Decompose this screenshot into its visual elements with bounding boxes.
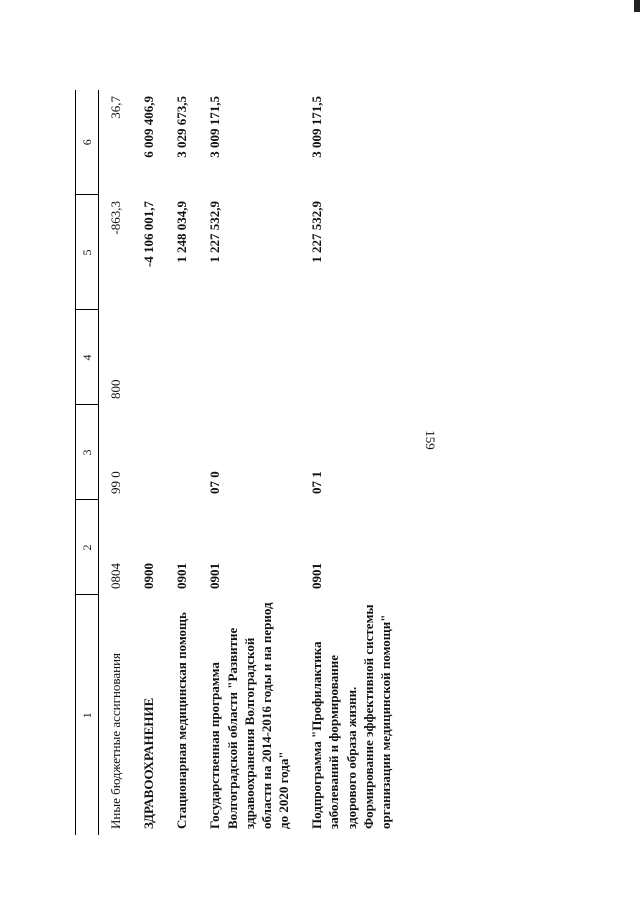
- page-number: 159: [423, 430, 438, 450]
- row-program-code: [165, 405, 198, 500]
- col-header-5: 5: [76, 195, 99, 310]
- col-header-4: 4: [76, 310, 99, 405]
- row-total-amount: 3 009 171,5: [309, 96, 325, 158]
- row-expense-type: [165, 310, 198, 405]
- col-header-3: 3: [76, 405, 99, 500]
- row-section-code: 0901: [207, 563, 223, 589]
- budget-table: [75, 90, 402, 835]
- row-section-code: 0900: [141, 563, 157, 589]
- col-header-6: 6: [76, 90, 99, 195]
- table-row: [198, 90, 300, 835]
- row-name: Государственная программа Волгоградской области "Развитие здравоохранения Волгоградской области на 2014-2016 годы и на период до 2020 года": [207, 602, 292, 829]
- row-total-amount: 6 009 406,9: [141, 96, 157, 158]
- row-name: Подпрограмма "Профилактика заболеваний и формирование здорового образа жизни. Формирование эффективной системы организации медицинской помощи": [309, 604, 393, 829]
- row-change-amount: 1 227 532,9: [207, 201, 223, 263]
- table-row: [99, 90, 133, 835]
- row-section-code: 0901: [309, 563, 325, 589]
- row-program-code: 07 0: [207, 471, 223, 494]
- row-name: Стационарная медицинская помощь: [174, 612, 190, 829]
- table-header-row: [76, 90, 99, 835]
- row-section-code: 0804: [108, 563, 123, 589]
- row-expense-type: 800: [108, 379, 123, 399]
- row-expense-type: [300, 310, 402, 405]
- row-total-amount: 3 029 673,5: [174, 96, 190, 158]
- row-change-amount: 1 227 532,9: [309, 201, 325, 263]
- row-section-code: 0901: [174, 563, 190, 589]
- scan-edge-mark: [634, 0, 640, 12]
- row-program-code: 99 0: [108, 471, 123, 494]
- row-total-amount: 3 009 171,5: [207, 96, 223, 158]
- row-program-code: 07 1: [309, 471, 325, 494]
- table-row: [165, 90, 198, 835]
- table-row: [300, 90, 402, 835]
- col-header-1: 1: [76, 595, 99, 835]
- row-change-amount: 1 248 034,9: [174, 201, 190, 263]
- row-name: Иные бюджетные ассигнования: [108, 652, 123, 829]
- row-program-code: [132, 405, 165, 500]
- row-change-amount: -863,3: [108, 201, 123, 235]
- row-total-amount: 36,7: [108, 96, 123, 119]
- row-change-amount: -4 106 001,7: [141, 201, 157, 268]
- row-name: ЗДРАВООХРАНЕНИЕ: [141, 697, 157, 829]
- budget-table-container: [75, 90, 560, 835]
- row-expense-type: [132, 310, 165, 405]
- table-row: [132, 90, 165, 835]
- col-header-2: 2: [76, 500, 99, 595]
- row-expense-type: [198, 310, 300, 405]
